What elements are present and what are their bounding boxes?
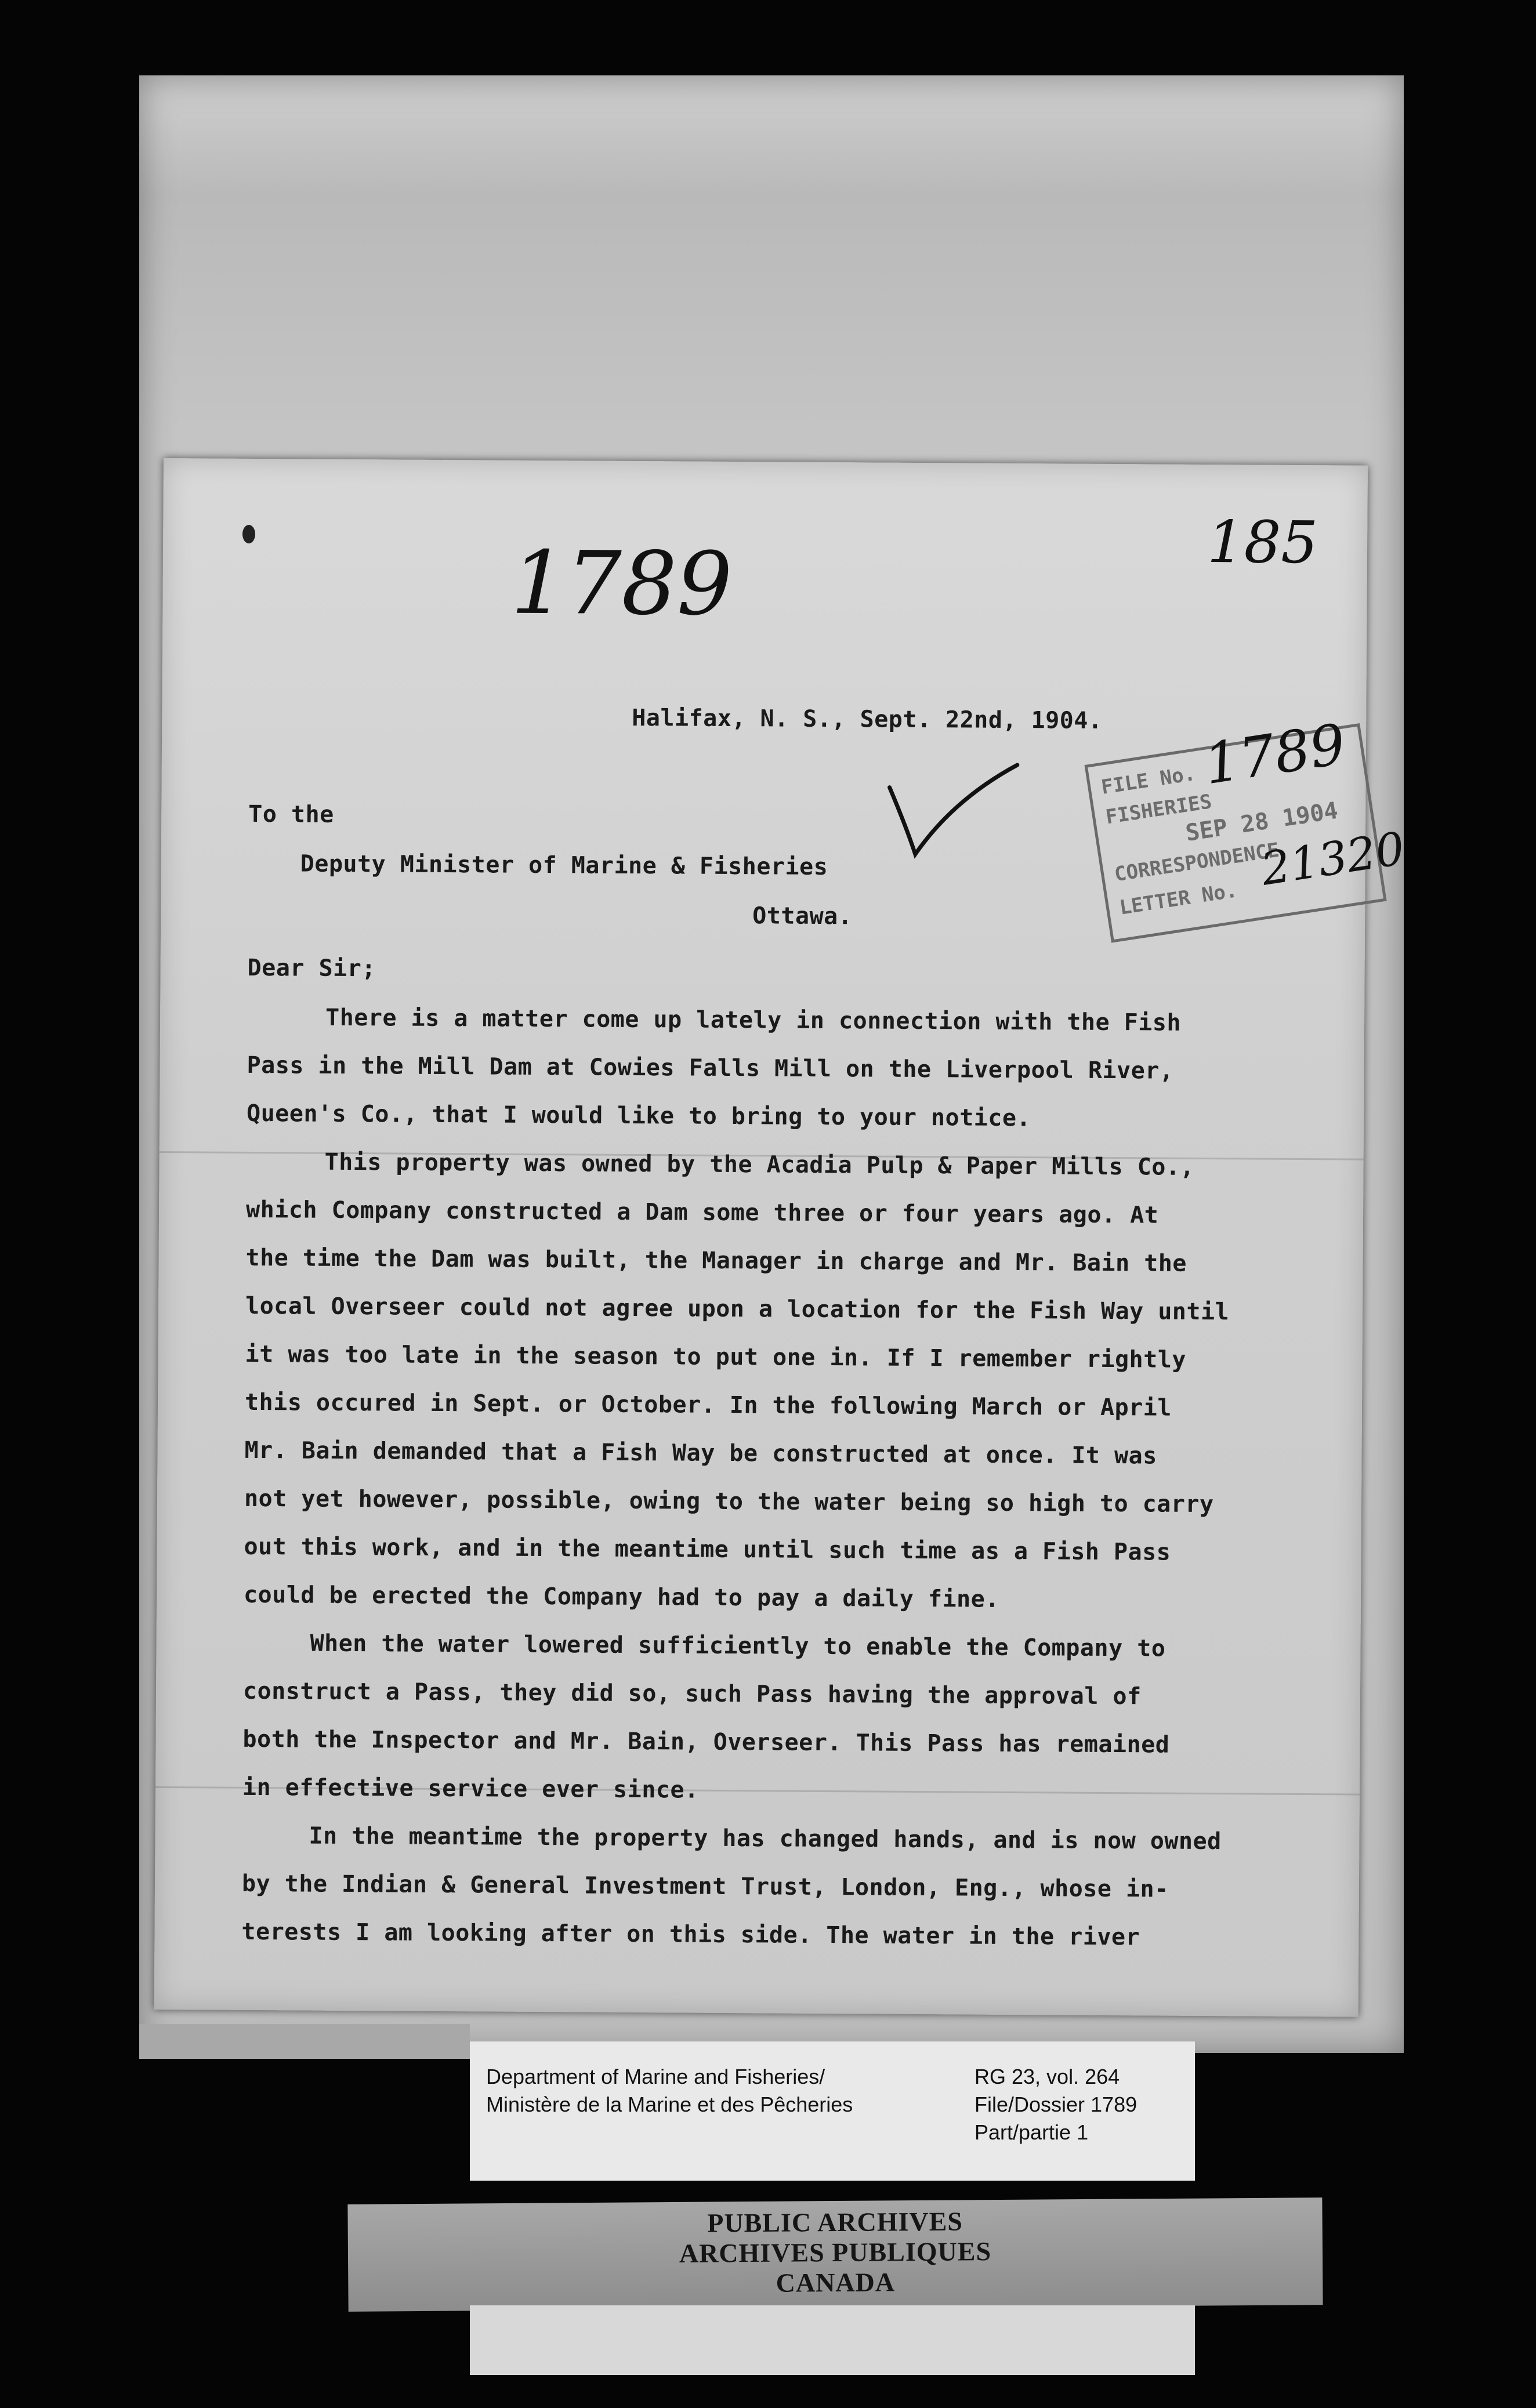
punch-mark bbox=[242, 525, 255, 543]
addressee-line-2: Deputy Minister of Marine & Fisheries bbox=[300, 850, 828, 881]
archives-line-2: ARCHIVES PUBLIQUES bbox=[679, 2236, 992, 2268]
addressee-line-3: Ottawa. bbox=[752, 902, 853, 930]
stamp-date: SEP 28 1904 bbox=[1183, 797, 1340, 847]
backing-tab bbox=[139, 2024, 470, 2059]
stamp-letter-number-handwritten: 21320 bbox=[1258, 822, 1408, 896]
label-tail bbox=[470, 2305, 1195, 2375]
archive-reference-label bbox=[470, 2041, 1195, 2181]
body-line: This property was owned by the Acadia Pulp & Paper Mills Co., bbox=[324, 1148, 1195, 1181]
body-line: which Company constructed a Dam some three or four years ago. At bbox=[245, 1196, 1159, 1229]
body-line: out this work, and in the meantime until such time as a Fish Pass bbox=[244, 1533, 1171, 1566]
body-line: the time the Dam was built, the Manager in charge and Mr. Bain the bbox=[245, 1244, 1187, 1277]
body-line: Mr. Bain demanded that a Fish Way be constructed at once. It was bbox=[244, 1437, 1157, 1470]
department-french: Ministère de la Marine et des Pêcheries bbox=[486, 2093, 853, 2116]
record-group: RG 23, vol. 264 bbox=[975, 2065, 1120, 2088]
file-dossier: File/Dossier 1789 bbox=[975, 2093, 1137, 2116]
body-line: not yet however, possible, owing to the water being so high to carry bbox=[244, 1485, 1214, 1518]
stamp-department: FISHERIES bbox=[1104, 790, 1213, 829]
body-line: When the water lowered sufficiently to enable the Company to bbox=[310, 1630, 1166, 1662]
body-line: Pass in the Mill Dam at Cowies Falls Mill on the Liverpool River, bbox=[247, 1051, 1174, 1085]
public-archives-strip bbox=[347, 2197, 1323, 2312]
stamp-file-number-handwritten: 1789 bbox=[1200, 711, 1350, 797]
body-line: There is a matter come up lately in connection with the Fish bbox=[325, 1004, 1182, 1036]
stamp-correspondence: CORRESPONDENCE bbox=[1113, 838, 1281, 887]
body-line: in effective service ever since. bbox=[242, 1774, 699, 1804]
body-line: In the meantime the property has changed hands, and is now owned bbox=[309, 1822, 1222, 1855]
dateline: Halifax, N. S., Sept. 22nd, 1904. bbox=[632, 704, 1103, 734]
body-line: local Overseer could not agree upon a location for the Fish Way until bbox=[245, 1292, 1230, 1326]
body-line: could be erected the Company had to pay a daily fine. bbox=[243, 1581, 1000, 1613]
letter-page bbox=[154, 458, 1408, 2017]
stamp-letter-label: LETTER No. bbox=[1118, 879, 1239, 920]
body-line: this occured in Sept. or October. In the following March or April bbox=[244, 1388, 1172, 1421]
addressee-line-1: To the bbox=[248, 800, 334, 828]
checkmark-icon bbox=[883, 753, 1023, 869]
body-line: terests I am looking after on this side. The water in the river bbox=[241, 1918, 1140, 1951]
salutation: Dear Sir; bbox=[247, 954, 376, 982]
archives-line-1: PUBLIC ARCHIVES bbox=[707, 2206, 963, 2238]
body-line: by the Indian & General Investment Trust, London, Eng., whose in- bbox=[241, 1870, 1169, 1903]
page-number-handwritten: 185 bbox=[1207, 507, 1318, 577]
file-number-handwritten: 1789 bbox=[510, 532, 733, 635]
archives-line-3: CANADA bbox=[776, 2267, 896, 2298]
body-line: construct a Pass, they did so, such Pass having the approval of bbox=[242, 1677, 1142, 1710]
part-partie: Part/partie 1 bbox=[975, 2120, 1089, 2144]
stamp-file-label: FILE No. bbox=[1099, 761, 1197, 799]
body-line: both the Inspector and Mr. Bain, Overseer. This Pass has remained bbox=[242, 1725, 1170, 1758]
body-line: Queen's Co., that I would like to bring to your notice. bbox=[246, 1100, 1031, 1132]
department-english: Department of Marine and Fisheries/ bbox=[486, 2065, 825, 2088]
body-line: it was too late in the season to put one in. If I remember rightly bbox=[245, 1340, 1187, 1373]
registry-stamp bbox=[1085, 711, 1408, 943]
